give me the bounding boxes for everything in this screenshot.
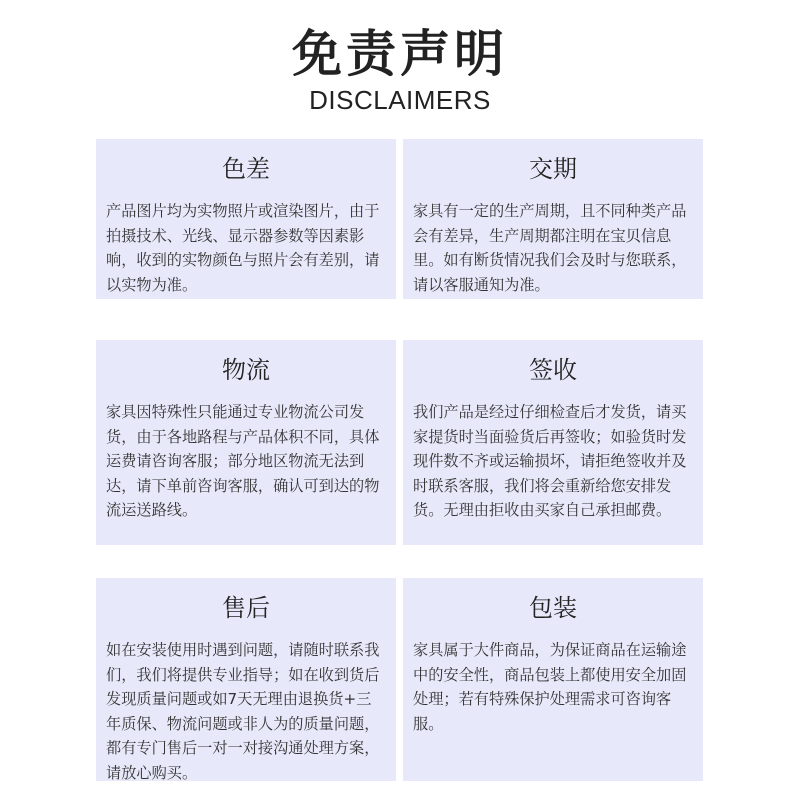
disclaimer-card-receipt — [403, 340, 703, 545]
card-body: 我们产品是经过仔细检查后才发货，请买家提货时当面验货后再签收；如验货时发现件数不齐或运输损坏，请拒绝签收并及时联系客服，我们将会重新给您安排发货。无理由拒收由买家自己承担邮费。 — [413, 403, 687, 519]
card-title: 物流 — [222, 356, 270, 384]
card-body: 家具因特殊性只能通过专业物流公司发货，由于各地路程与产品体积不同，具体运费请咨询客服；部分地区物流无法到达，请下单前咨询客服，确认可到达的物流运送路线。 — [106, 403, 380, 519]
disclaimer-card-delivery-time — [403, 139, 703, 299]
card-title: 色差 — [222, 155, 270, 183]
disclaimer-card-after-sales — [96, 578, 396, 781]
page-subtitle: DISCLAIMERS — [309, 85, 491, 115]
card-body: 家具属于大件商品，为保证商品在运输途中的安全性，商品包装上都使用安全加固处理；若有特殊保护处理需求可咨询客服。 — [413, 641, 687, 733]
card-body: 产品图片均为实物照片或渲染图片，由于拍摄技术、光线、显示器参数等因素影响，收到的实物颜色与照片会有差别，请以实物为准。 — [106, 202, 380, 294]
disclaimer-card-color-difference — [96, 139, 396, 299]
disclaimer-card-packaging — [403, 578, 703, 781]
card-body: 家具有一定的生产周期，且不同种类产品会有差异，生产周期都注明在宝贝信息里。如有断货情况我们会及时与您联系，请以客服通知为准。 — [413, 202, 687, 294]
page-title: 免责声明 — [292, 25, 508, 83]
card-title: 交期 — [529, 155, 577, 183]
card-body: 如在安装使用时遇到问题，请随时联系我们，我们将提供专业指导；如在收到货后发现质量问题或如7天无理由退换货+三年质保、物流问题或非人为的质量问题，都有专门售后一对一对接沟通处理方案，请放心购买。 — [106, 641, 380, 782]
disclaimer-card-logistics — [96, 340, 396, 545]
card-title: 包装 — [529, 594, 577, 622]
card-title: 签收 — [529, 356, 577, 384]
card-title: 售后 — [222, 594, 270, 622]
